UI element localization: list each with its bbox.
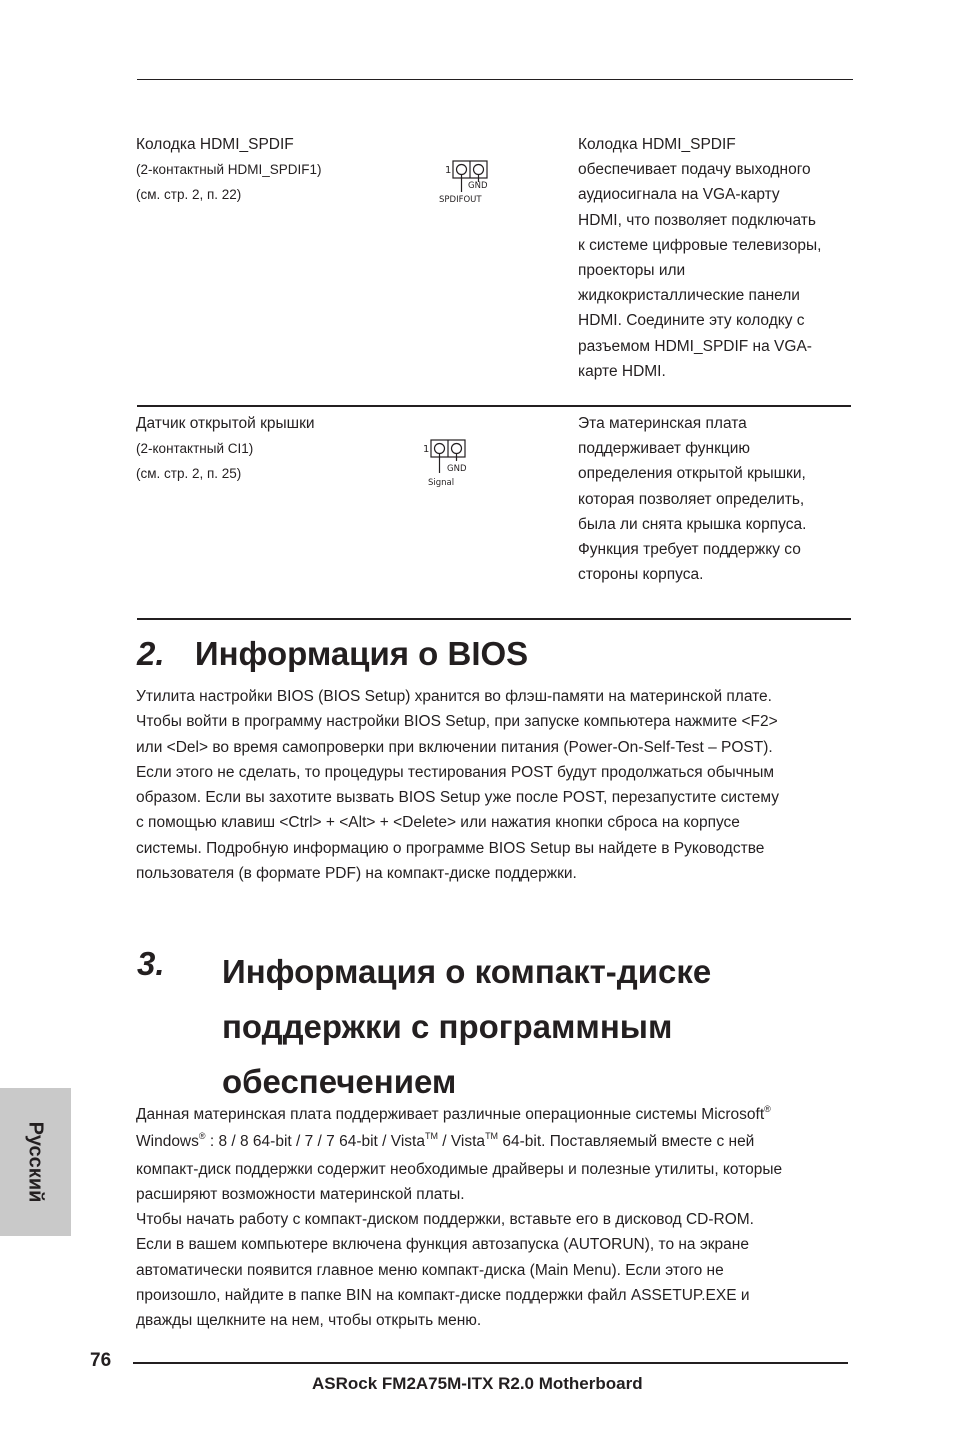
paragraph-line: Windows® : 8 / 8 64-bit / 7 / 7 64-bit / Vista™ / Vista™ 64-bit. Поставляемый вместе с ней: [136, 1131, 755, 1151]
paragraph-line: или <Del> во время самопроверки при включении питания (Power-On-Self-Test – POST).: [136, 738, 773, 756]
paragraph-line: системы. Подробную информацию о программе BIOS Setup вы найдете в Руководстве: [136, 839, 765, 857]
connector-ref: (см. стр. 2, п. 25): [136, 466, 242, 481]
signal-label: SPDIFOUT: [439, 195, 482, 205]
description-line: Эта материнская плата: [578, 415, 747, 432]
hdmi-spdif-pin-diagram: [436, 158, 506, 208]
paragraph-line: образом. Если вы захотите вызвать BIOS Setup уже после POST, перезапустите систему: [136, 789, 779, 807]
row-divider: [137, 618, 851, 620]
section-number: 2.: [137, 635, 165, 672]
description-line: стороны корпуса.: [578, 566, 704, 584]
description-line: поддерживает функцию: [578, 440, 751, 458]
pin1-label: 1: [423, 444, 430, 455]
chassis-intrusion-pin-diagram: [420, 437, 490, 487]
section-3-title: [222, 944, 711, 1109]
connector-ref: (см. стр. 2, п. 22): [136, 187, 242, 202]
description-line: Колодка HDMI_SPDIF: [578, 136, 736, 153]
section-title-line: обеспечением: [222, 1063, 457, 1100]
description-line: аудиосигнала на VGA-карту: [578, 186, 780, 204]
description-line: определения открытой крышки,: [578, 465, 806, 483]
footer-rule: [133, 1362, 848, 1364]
footer-model-name: ASRock FM2A75M-ITX R2.0 Motherboard: [312, 1374, 643, 1393]
paragraph-line: Чтобы начать работу с компакт-диском поддержки, вставьте его в дисковод CD-ROM.: [136, 1211, 754, 1229]
section-title-line: Информация о компакт-диске: [222, 953, 712, 990]
paragraph-line: компакт-диск поддержки содержит необходимые драйверы и полезные утилиты, которые: [136, 1160, 783, 1178]
connector-hdmi-spdif-info: [136, 132, 322, 207]
description-line: HDMI. Соедините эту колодку с: [578, 312, 805, 330]
description-line: Функция требует поддержку со: [578, 541, 801, 559]
section-title: Информация о BIOS: [194, 635, 529, 672]
gnd-label: GND: [447, 464, 467, 474]
connector-pins: (2-контактный CI1): [136, 441, 254, 456]
section-3-body: [136, 1102, 782, 1334]
paragraph-line: Чтобы войти в программу настройки BIOS Setup, при запуске компьютера нажмите <F2>: [136, 713, 778, 731]
paragraph-line: автоматически появится главное меню компакт-диска (Main Menu). Если этого не: [136, 1261, 724, 1279]
section-2-body: [136, 684, 779, 886]
description-line: жидкокристаллические панели: [578, 287, 800, 305]
section-3-number: 3.: [137, 945, 165, 982]
header-rule: [137, 79, 853, 80]
gnd-label: GND: [468, 181, 488, 191]
trademark-mark: TM: [485, 1131, 499, 1142]
section-title-line: поддержки с программным: [222, 1008, 673, 1045]
pin1-label: 1: [445, 165, 452, 176]
registered-mark: ®: [198, 1131, 206, 1142]
language-tab: [0, 1088, 71, 1236]
signal-label: Signal: [428, 478, 455, 487]
description-line: проекторы или: [578, 262, 686, 280]
paragraph-line: дважды щелкните на нем, чтобы открыть меню.: [136, 1312, 482, 1330]
section-2-heading: [137, 634, 528, 674]
description-line: которая позволяет определить,: [578, 490, 805, 508]
connector-chassis-intrusion-description: [578, 411, 806, 587]
description-line: была ли снята крышка корпуса.: [578, 515, 807, 533]
paragraph-line: Утилита настройки BIOS (BIOS Setup) хранится во флэш-памяти на материнской плате.: [136, 688, 772, 705]
connector-pins: (2-контактный HDMI_SPDIF1): [136, 162, 322, 177]
connector-title: Колодка HDMI_SPDIF: [136, 136, 294, 153]
paragraph-line: с помощью клавиш <Ctrl> + <Alt> + <Delete> или нажатия кнопки сброса на корпусе: [136, 814, 740, 832]
paragraph-line: расширяют возможности материнской платы.: [136, 1185, 465, 1203]
description-line: к системе цифровые телевизоры,: [578, 236, 822, 254]
trademark-mark: TM: [424, 1131, 438, 1142]
row-divider: [137, 405, 851, 407]
registered-mark: ®: [764, 1104, 771, 1114]
connector-chassis-intrusion-info: [136, 411, 315, 486]
connector-title: Датчик открытой крышки: [136, 415, 315, 432]
paragraph-line: Если в вашем компьютере включена функция автозапуска (AUTORUN), то на экране: [136, 1236, 749, 1254]
description-line: разъемом HDMI_SPDIF на VGA-: [578, 337, 812, 355]
language-tab-label: Русский: [24, 1121, 47, 1203]
description-line: карте HDMI.: [578, 362, 666, 380]
connector-hdmi-spdif-description: [578, 132, 821, 384]
description-line: HDMI, что позволяет подключать: [578, 211, 816, 229]
paragraph-line: Если этого не сделать, то процедуры тестирования POST будут продолжаться обычным: [136, 763, 775, 781]
page-number: 76: [90, 1350, 112, 1371]
paragraph-line: Данная материнская плата поддерживает различные операционные системы Microsoft®: [136, 1104, 771, 1123]
description-line: обеспечивает подачу выходного: [578, 161, 811, 179]
paragraph-line: пользователя (в формате PDF) на компакт-диске поддержки.: [136, 865, 577, 883]
paragraph-line: произошло, найдите в папке BIN на компакт-диске поддержки файл ASSETUP.EXE и: [136, 1287, 750, 1305]
